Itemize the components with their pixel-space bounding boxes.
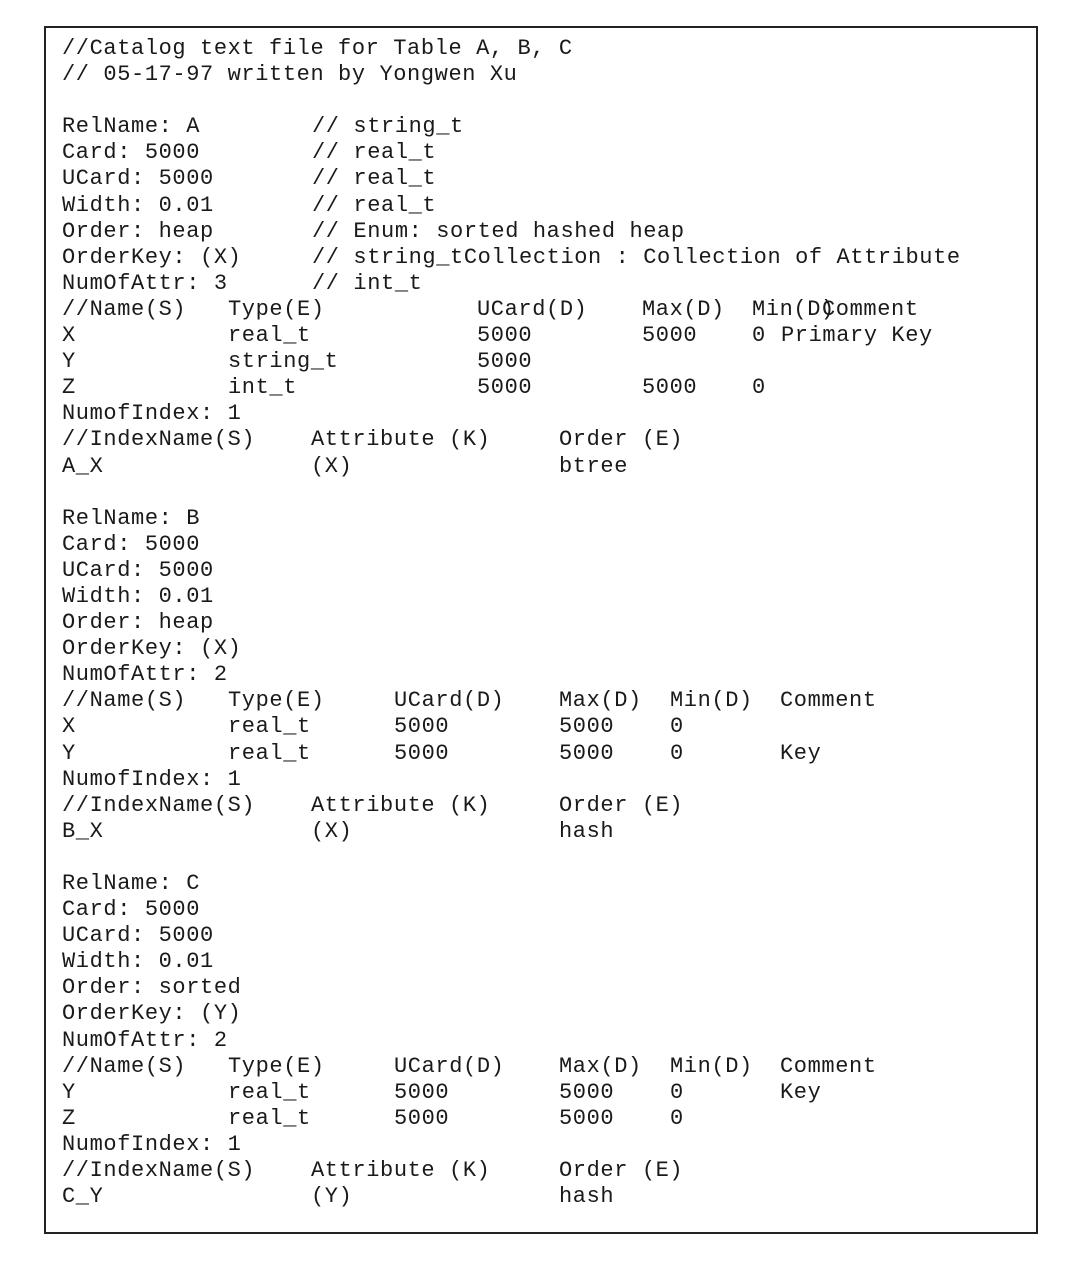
relation-b-property	[62, 506, 1022, 532]
attribute-cell: Y	[62, 1079, 76, 1105]
attribute-cell: 0	[752, 323, 766, 349]
property-type-comment: // Enum: sorted hashed heap	[312, 218, 685, 244]
relation-b-property	[62, 662, 1022, 688]
property-text: Width: 0.01	[62, 583, 214, 609]
relation-b	[62, 506, 1022, 871]
relation-b-property	[62, 558, 1022, 584]
property-text: Card: 5000	[62, 140, 201, 166]
attribute-cell: real_t	[228, 740, 311, 766]
attribute-row	[62, 1080, 1022, 1106]
index-row	[62, 819, 1022, 845]
attribute-cell: 5000	[642, 323, 698, 349]
attribute-header-cell: UCard(D)	[394, 688, 505, 714]
attribute-cell: 5000	[559, 740, 615, 766]
attribute-cell: 5000	[394, 714, 450, 740]
attribute-cell: 0	[670, 1105, 684, 1131]
attribute-cell: 5000	[394, 1105, 450, 1131]
attribute-header-cell: //Name(S)	[62, 688, 187, 714]
attribute-header-cell: Type(E)	[228, 296, 325, 322]
relation-a-property	[62, 219, 1022, 245]
attribute-cell: 5000	[559, 1105, 615, 1131]
file-byline: // 05-17-97 written by Yongwen Xu	[62, 62, 518, 88]
relation-a-property	[62, 114, 1022, 140]
relation-c	[62, 871, 1022, 1210]
index-header-row	[62, 427, 1022, 453]
attribute-cell: Z	[62, 1105, 76, 1131]
property-text: Width: 0.01	[62, 192, 214, 218]
attribute-cell: Key	[780, 740, 822, 766]
property-text: RelName: B	[62, 505, 201, 531]
index-cell: A_X	[62, 453, 104, 479]
property-text: RelName: C	[62, 871, 201, 896]
attribute-header-cell: Min(D)	[670, 688, 753, 714]
property-text: NumOfAttr: 2	[62, 1027, 228, 1053]
index-header-cell: //IndexName(S)	[62, 1158, 256, 1184]
property-type-comment: // string_t	[312, 114, 464, 140]
attribute-cell: real_t	[228, 714, 311, 740]
attribute-header-cell: Max(D)	[559, 688, 642, 714]
attribute-cell: Y	[62, 349, 76, 375]
index-header-cell: Order (E)	[559, 427, 684, 453]
attribute-cell: string_t	[228, 349, 339, 375]
index-header-cell: //IndexName(S)	[62, 792, 256, 818]
property-type-comment: // string_tCollection : Collection of Attribute	[312, 244, 961, 270]
attribute-header-cell: Min(D)	[752, 296, 835, 322]
attribute-header-row	[62, 297, 1022, 323]
blank-line	[62, 845, 1022, 871]
relation-c-property	[62, 975, 1022, 1001]
property-text: Order: heap	[62, 218, 214, 244]
index-header-cell: Attribute (K)	[311, 427, 491, 453]
attribute-cell: Primary Key	[781, 323, 933, 349]
property-text: NumOfAttr: 2	[62, 662, 228, 688]
attribute-row	[62, 349, 1022, 375]
blank-line	[62, 88, 1022, 114]
relation-a-property	[62, 193, 1022, 219]
attribute-cell: 5000	[477, 323, 533, 349]
attribute-cell: Y	[62, 740, 76, 766]
index-header-row	[62, 793, 1022, 819]
index-row	[62, 454, 1022, 480]
index-cell: (Y)	[311, 1184, 353, 1210]
property-text: OrderKey: (X)	[62, 244, 242, 270]
index-header-cell: Attribute (K)	[311, 1158, 491, 1184]
property-text: UCard: 5000	[62, 166, 214, 192]
attribute-cell: X	[62, 323, 76, 349]
attribute-cell: 5000	[477, 375, 533, 401]
property-type-comment: // int_t	[312, 270, 423, 296]
index-count-text: NumofIndex: 1	[62, 766, 242, 792]
property-text: UCard: 5000	[62, 557, 214, 583]
relation-b-property	[62, 584, 1022, 610]
property-text: Order: heap	[62, 610, 214, 636]
attribute-cell: 5000	[394, 740, 450, 766]
relation-b-property	[62, 636, 1022, 662]
relation-c-property	[62, 871, 1022, 897]
file-title: //Catalog text file for Table A, B, C	[62, 36, 573, 61]
index-cell: hash	[559, 1184, 615, 1210]
index-header-cell: Attribute (K)	[311, 792, 491, 818]
attribute-cell: real_t	[228, 1105, 311, 1131]
index-cell: B_X	[62, 818, 104, 844]
attribute-row	[62, 323, 1022, 349]
attribute-header-cell: Max(D)	[559, 1053, 642, 1079]
attribute-header-cell: UCard(D)	[394, 1053, 505, 1079]
attribute-header-cell: Comment	[822, 296, 919, 322]
property-text: Card: 5000	[62, 897, 201, 923]
index-count	[62, 1132, 1022, 1158]
property-type-comment: // real_t	[312, 140, 437, 166]
property-text: Order: sorted	[62, 975, 242, 1001]
attribute-cell: 0	[752, 375, 766, 401]
index-cell: (X)	[311, 818, 353, 844]
index-cell: btree	[559, 453, 629, 479]
attribute-header-cell: Type(E)	[228, 688, 325, 714]
relation-c-property	[62, 949, 1022, 975]
index-row	[62, 1184, 1022, 1210]
index-count-text: NumofIndex: 1	[62, 1131, 242, 1157]
attribute-cell: 0	[670, 714, 684, 740]
attribute-cell: X	[62, 714, 76, 740]
attribute-header-cell: //Name(S)	[62, 296, 187, 322]
attribute-cell: Key	[780, 1079, 822, 1105]
attribute-row	[62, 1106, 1022, 1132]
attribute-header-cell: Min(D)	[670, 1053, 753, 1079]
relation-a-property	[62, 271, 1022, 297]
attribute-row	[62, 375, 1022, 401]
relation-a-property	[62, 140, 1022, 166]
index-cell: (X)	[311, 453, 353, 479]
relation-list	[62, 114, 1022, 1210]
property-text: NumOfAttr: 3	[62, 270, 228, 296]
property-text: Width: 0.01	[62, 949, 214, 975]
attribute-header-cell: Type(E)	[228, 1053, 325, 1079]
attribute-header-cell: Comment	[780, 1053, 877, 1079]
attribute-cell: 5000	[394, 1079, 450, 1105]
attribute-row	[62, 714, 1022, 740]
property-type-comment: // real_t	[312, 192, 437, 218]
attribute-header-row	[62, 688, 1022, 714]
index-header-cell: Order (E)	[559, 1158, 684, 1184]
property-text: OrderKey: (Y)	[62, 1001, 242, 1027]
relation-a-property	[62, 166, 1022, 192]
relation-c-property	[62, 1028, 1022, 1054]
relation-a	[62, 114, 1022, 505]
attribute-cell: 5000	[559, 714, 615, 740]
index-count-text: NumofIndex: 1	[62, 401, 242, 427]
catalog-listing	[62, 36, 1022, 1210]
attribute-cell: int_t	[228, 375, 298, 401]
property-type-comment: // real_t	[312, 166, 437, 192]
index-header-row	[62, 1158, 1022, 1184]
index-header-cell: //IndexName(S)	[62, 427, 256, 453]
property-text: OrderKey: (X)	[62, 636, 242, 662]
attribute-header-cell: Max(D)	[642, 296, 725, 322]
property-text: Card: 5000	[62, 531, 201, 557]
attribute-cell: real_t	[228, 323, 311, 349]
relation-c-property	[62, 923, 1022, 949]
attribute-cell: Z	[62, 375, 76, 401]
attribute-cell: 0	[670, 740, 684, 766]
attribute-header-cell: UCard(D)	[477, 296, 588, 322]
attribute-header-cell: //Name(S)	[62, 1053, 187, 1079]
index-count	[62, 767, 1022, 793]
attribute-cell: 5000	[559, 1079, 615, 1105]
index-count	[62, 401, 1022, 427]
index-header-cell: Order (E)	[559, 792, 684, 818]
property-text: RelName: A	[62, 114, 201, 140]
attribute-header-row	[62, 1054, 1022, 1080]
blank-line	[62, 480, 1022, 506]
attribute-cell: 0	[670, 1079, 684, 1105]
index-cell: C_Y	[62, 1184, 104, 1210]
property-text: UCard: 5000	[62, 923, 214, 949]
attribute-header-cell: Comment	[780, 688, 877, 714]
relation-a-property	[62, 245, 1022, 271]
attribute-cell: real_t	[228, 1079, 311, 1105]
relation-b-property	[62, 610, 1022, 636]
attribute-row	[62, 741, 1022, 767]
relation-c-property	[62, 897, 1022, 923]
attribute-cell: 5000	[477, 349, 533, 375]
relation-c-property	[62, 1001, 1022, 1027]
index-cell: hash	[559, 818, 615, 844]
relation-b-property	[62, 532, 1022, 558]
attribute-cell: 5000	[642, 375, 698, 401]
